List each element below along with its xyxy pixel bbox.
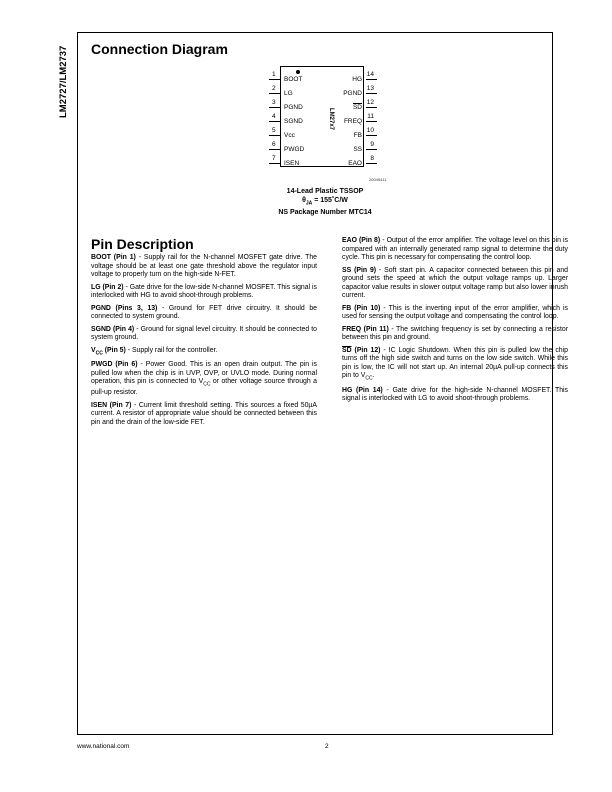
pin-desc-body: - The switching frequency is set by connecting a resistor between this pin and ground. xyxy=(342,325,568,341)
pin-desc-entry xyxy=(91,284,317,301)
pin-name: PWGD xyxy=(284,146,305,153)
pin-lead xyxy=(269,121,280,122)
pin-number: 12 xyxy=(366,99,374,106)
pin-name: Vcc xyxy=(284,132,295,139)
pin-number: 11 xyxy=(367,113,374,120)
side-part-number xyxy=(58,30,72,120)
caption-line-1: 14-Lead Plastic TSSOP xyxy=(286,188,364,195)
pin-name: LG xyxy=(284,90,293,97)
pin-lead xyxy=(366,135,377,136)
pin-desc-entry xyxy=(91,305,317,322)
pin-desc-entry xyxy=(342,347,568,383)
pin-lead xyxy=(366,121,377,122)
pin-lead xyxy=(269,135,280,136)
pin-name: PGND xyxy=(284,104,303,111)
pin-desc-head: HG (Pin 14) xyxy=(342,386,383,394)
package-caption xyxy=(250,187,400,217)
pin-desc-body: - Ground for signal level circuitry. It should be connected to system ground. xyxy=(91,325,317,341)
pin-desc-entry xyxy=(342,267,568,301)
pin-desc-body: - Supply rail for the N-channel MOSFET gate drive. The voltage should be at least one gate threshold above the regulator input voltage to properly turn on the high-side N-FET. xyxy=(91,254,317,278)
pin-name: PGND xyxy=(343,90,362,97)
thermal-value: = 155˚C/W xyxy=(312,197,348,204)
pin-lead xyxy=(269,93,280,94)
pin-lead xyxy=(269,163,280,164)
pin-desc-body: - Supply rail for the controller. xyxy=(125,346,218,354)
pin-desc-body: - This is the inverting input of the error amplifier, which is used for sensing the output voltage and compensating the control loop. xyxy=(342,304,568,320)
pin-desc-sub: CC xyxy=(365,375,373,382)
pin-name: BOOT xyxy=(284,76,303,83)
pin-number: 8 xyxy=(370,155,374,162)
pin-desc-body: - Ground for FET drive circuitry. It should be connected to system ground. xyxy=(91,304,317,320)
theta-subscript: JA xyxy=(305,200,313,207)
pin-desc-head: ISEN (Pin 7) xyxy=(91,401,132,409)
pin-desc-head: BOOT (Pin 1) xyxy=(91,254,136,261)
pin-desc-head: SGND (Pin 4) xyxy=(91,325,135,333)
pin-desc-body: - Gate drive for the high-side N-channel MOSFET. This signal is interlocked with LG to avoid shoot-through problems. xyxy=(342,386,568,403)
pin-desc-body-cont: or other voltage source through a pull-up resistor. xyxy=(91,378,317,397)
pin-name: $\overline{SD}$ xyxy=(352,104,362,111)
pin-lead xyxy=(366,163,377,164)
pin-desc-entry xyxy=(342,237,568,263)
pin-desc-head xyxy=(91,347,126,354)
pin-name: FREQ xyxy=(343,118,362,125)
connection-diagram-title: Connection Diagram xyxy=(91,41,228,57)
figure-id: 20049411 xyxy=(369,177,387,182)
pin-desc-head: FREQ (Pin 11) xyxy=(342,325,389,333)
pin-name: SGND xyxy=(284,118,303,125)
pin-description-title: Pin Description xyxy=(91,236,194,252)
pin-desc-body-cont: . xyxy=(372,372,375,379)
pin-lead xyxy=(269,107,280,108)
pin-lead xyxy=(366,93,377,94)
pin-number: 1 xyxy=(272,71,276,78)
page-number: 2 xyxy=(325,743,329,750)
pin-number: 9 xyxy=(370,141,374,148)
pin-number: 3 xyxy=(272,99,276,106)
pin-name: EAO xyxy=(348,160,362,167)
pin-name: FB xyxy=(353,132,362,139)
pin-desc-body: - Current limit threshold setting. This sources a fixed 50µA current. A resistor of appropriate value should be connected between this pin and the drain of the low-side FET. xyxy=(91,401,317,426)
pin-desc-head: PGND (Pins 3, 13) xyxy=(91,304,158,312)
pin-number: 7 xyxy=(272,155,276,162)
vcc-v: V xyxy=(91,346,96,354)
caption-line-2 xyxy=(250,196,400,208)
side-part-number-text: LM2727/LM2737 xyxy=(58,45,69,118)
pin-number: 6 xyxy=(272,141,276,148)
pin-lead xyxy=(269,149,280,150)
pin-number: 14 xyxy=(366,71,374,78)
pin-desc-head: FB (Pin 10) xyxy=(342,304,381,312)
pin-desc-body: - Gate drive for the low-side N-channel MOSFET. This signal is interlocked with HG to avoid shoot-through problems. xyxy=(91,283,317,299)
pin-desc-entry xyxy=(91,254,317,280)
pin-desc-entry xyxy=(91,361,317,397)
pin-name: SS xyxy=(353,146,362,153)
pin-desc-entry xyxy=(342,326,568,343)
pin-lead xyxy=(366,107,377,108)
pin-desc-head: PWGD (Pin 6) xyxy=(91,361,138,369)
pin-number: 10 xyxy=(366,127,374,134)
pin-name: HG xyxy=(352,76,362,83)
vcc-rest: (Pin 5) xyxy=(102,346,126,354)
pin-number: 13 xyxy=(366,85,374,92)
pin-desc-entry xyxy=(91,347,317,358)
sd-rest: (Pin 12) xyxy=(351,346,381,354)
chip-diagram xyxy=(269,66,377,168)
pin-lead xyxy=(366,79,377,80)
sd-overline: $\overline{SD}$ xyxy=(342,346,352,354)
pin-desc-entry xyxy=(342,387,568,404)
pin-desc-head: LG (Pin 2) xyxy=(91,283,124,291)
pin-desc-right-column xyxy=(342,237,568,408)
pin-desc-head xyxy=(342,347,380,354)
caption-line-3: NS Package Number MTC14 xyxy=(278,209,372,217)
pin-number: 2 xyxy=(272,85,276,92)
theta-symbol: θ xyxy=(302,197,306,204)
pin1-dot-icon xyxy=(296,70,300,74)
vcc-sub: CC xyxy=(95,349,103,356)
pin-number: 4 xyxy=(272,113,276,120)
pin-desc-sub: CC xyxy=(203,381,211,388)
pin-desc-head: EAO (Pin 8) xyxy=(342,237,381,244)
pin-desc-left-column xyxy=(91,254,317,431)
pin-desc-body: - IC Logic Shutdown. When this pin is pulled low the chip turns off the high side switch and turns on the low side switch. While this pin is low, the IC will not start up. An internal 20µA pull-up connects this pin to V xyxy=(342,346,568,379)
pin-desc-body: - Power Good. This is an open drain output. The pin is pulled low when the chip is in UVP, OVP, or UVLO mode. During normal operation, this pin is connected to V xyxy=(91,361,318,386)
pin-number: 5 xyxy=(272,127,276,134)
footer-url[interactable]: www.national.com xyxy=(77,743,130,750)
pin-name: ISEN xyxy=(284,160,300,167)
pin-desc-head: SS (Pin 9) xyxy=(342,266,377,274)
chip-marking: LM27x7 xyxy=(328,108,334,131)
pin-desc-body: - Output of the error amplifier. The voltage level on this pin is compared with an internally generated ramp signal to determine the duty cycle. This pin is necessary for compensating the control loop. xyxy=(342,237,569,261)
pin-desc-body: - Soft start pin. A capacitor connected between this pin and ground sets the speed at which the output voltage ramps up. Larger capacitor value results in slower output voltage ramp but also lower inrush current. xyxy=(342,266,568,299)
pin-lead xyxy=(269,79,280,80)
pin-desc-entry xyxy=(342,305,568,322)
pin-desc-entry xyxy=(91,402,317,428)
pin-lead xyxy=(366,149,377,150)
pin-desc-entry xyxy=(91,326,317,343)
